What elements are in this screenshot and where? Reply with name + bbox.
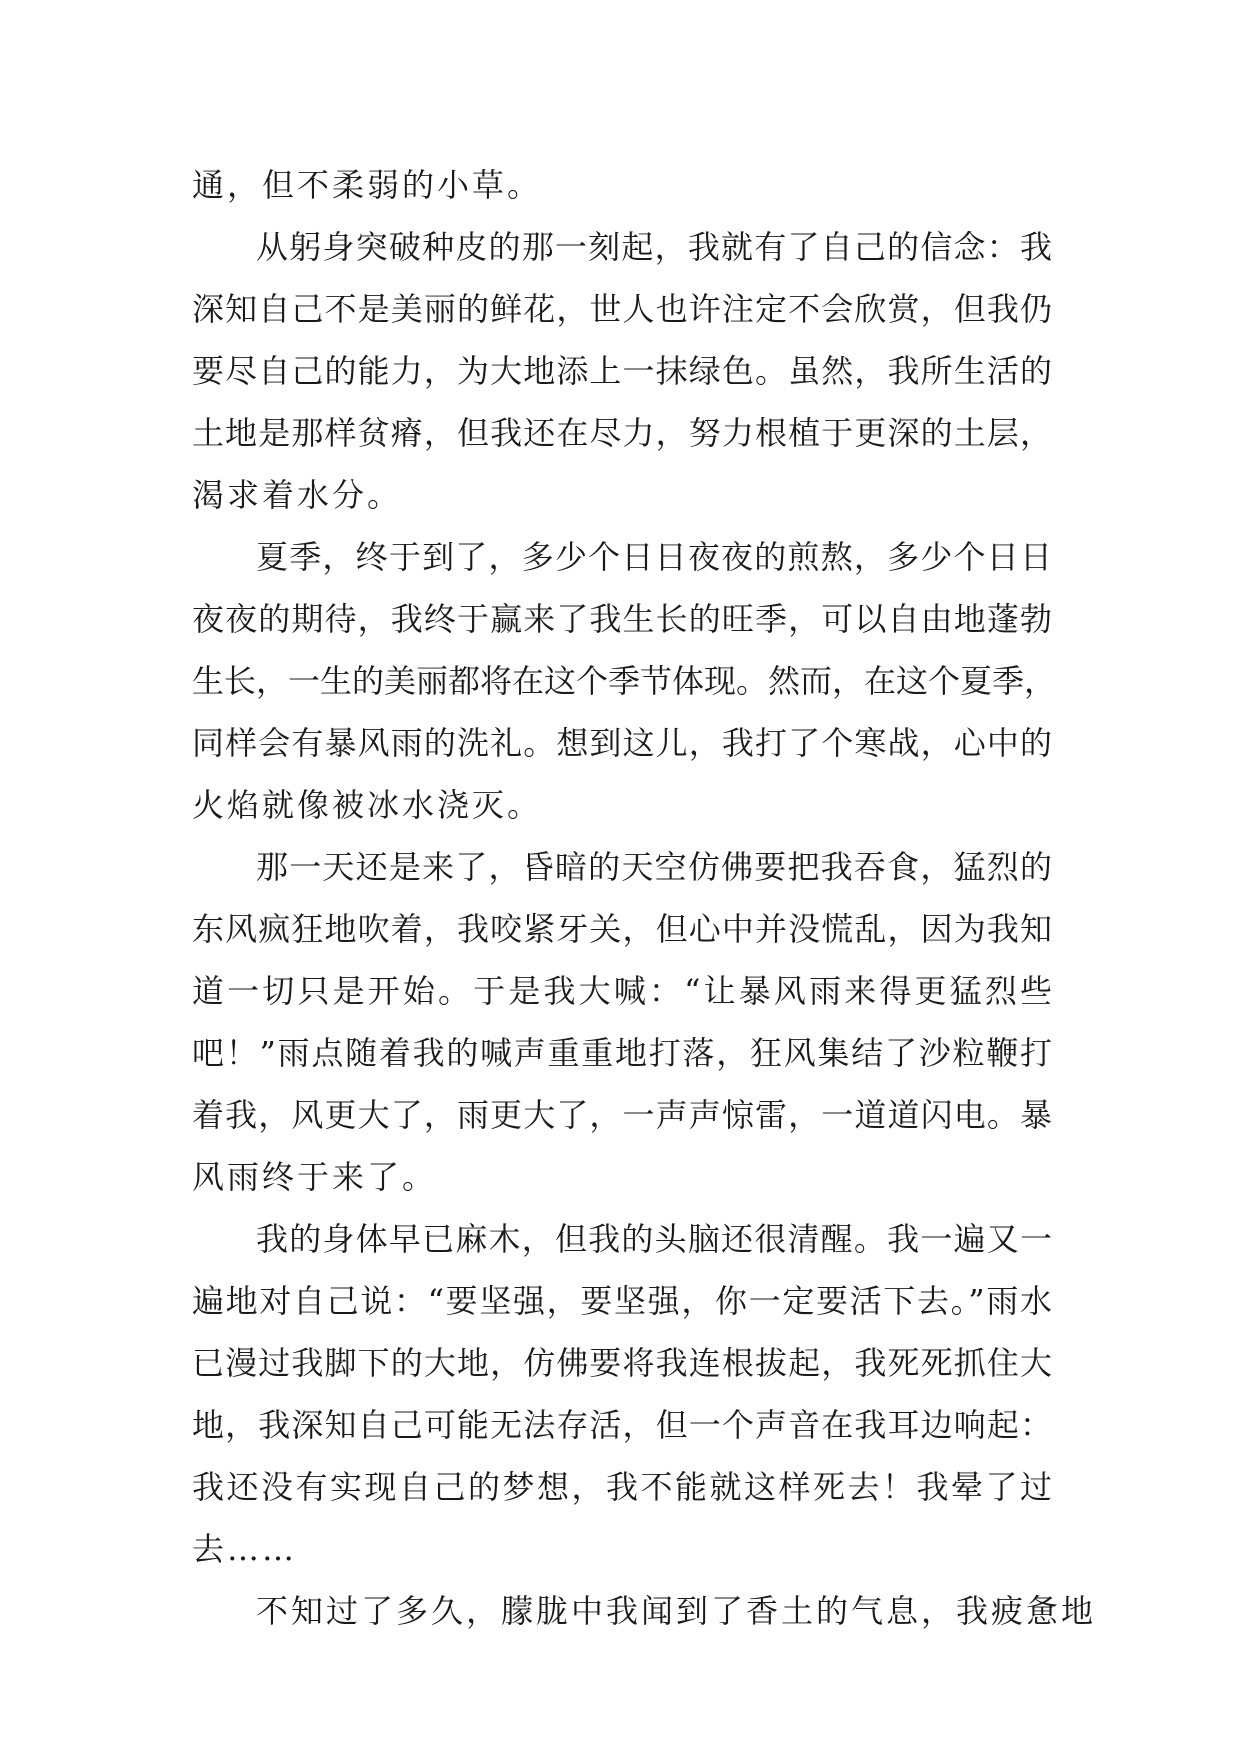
text-line: 夜夜的期待，我终于赢来了我生长的旺季，可以自由地蓬勃 [192, 600, 1054, 638]
text-line: 东风疯狂地吹着，我咬紧牙关，但心中并没慌乱，因为我知 [192, 910, 1054, 948]
text-line: 吧！”雨点随着我的喊声重重地打落，狂风集结了沙粒鞭打 [192, 1034, 1054, 1072]
paragraph-first-line: 夏季，终于到了，多少个日日夜夜的煎熬，多少个日日 [256, 538, 1054, 576]
text-line: 我还没有实现自己的梦想，我不能就这样死去！我晕了过 [192, 1468, 1055, 1506]
text-line: 去…… [192, 1530, 298, 1568]
text-line: 土地是那样贫瘠，但我还在尽力，努力根植于更深的土层， [192, 414, 1054, 452]
text-line: 通，但不柔弱的小草。 [192, 166, 543, 204]
text-line: 渴求着水分。 [192, 476, 403, 514]
text-line: 生长，一生的美丽都将在这个季节体现。然而，在这个夏季， [192, 662, 1057, 700]
text-line: 深知自己不是美丽的鲜花，世人也许注定不会欣赏，但我仍 [192, 290, 1054, 328]
text-line: 遍地对自己说：“要坚强，要坚强，你一定要活下去。”雨水 [192, 1282, 1054, 1320]
text-line: 要尽自己的能力，为大地添上一抹绿色。虽然，我所生活的 [192, 352, 1054, 390]
text-line: 道一切只是开始。于是我大喊：“让暴风雨来得更猛烈些 [192, 972, 1056, 1010]
text-line: 地，我深知自己可能无法存活，但一个声音在我耳边响起： [192, 1406, 1054, 1444]
paragraph-first-line: 从躬身突破种皮的那一刻起，我就有了自己的信念：我 [256, 228, 1054, 266]
paragraph-first-line: 我的身体早已麻木，但我的头脑还很清醒。我一遍又一 [256, 1220, 1054, 1258]
paragraph-first-line: 不知过了多久，朦胧中我闻到了香土的气息，我疲惫地 [256, 1592, 1097, 1630]
paragraph-first-line: 那一天还是来了，昏暗的天空仿佛要把我吞食，猛烈的 [256, 848, 1054, 886]
text-line: 风雨终于来了。 [192, 1158, 438, 1196]
text-line: 着我，风更大了，雨更大了，一声声惊雷，一道道闪电。暴 [192, 1096, 1054, 1134]
text-line: 已漫过我脚下的大地，仿佛要将我连根拔起，我死死抓住大 [192, 1344, 1054, 1382]
text-line: 火焰就像被冰水浇灭。 [192, 786, 543, 824]
text-line: 同样会有暴风雨的洗礼。想到这儿，我打了个寒战，心中的 [192, 724, 1054, 762]
